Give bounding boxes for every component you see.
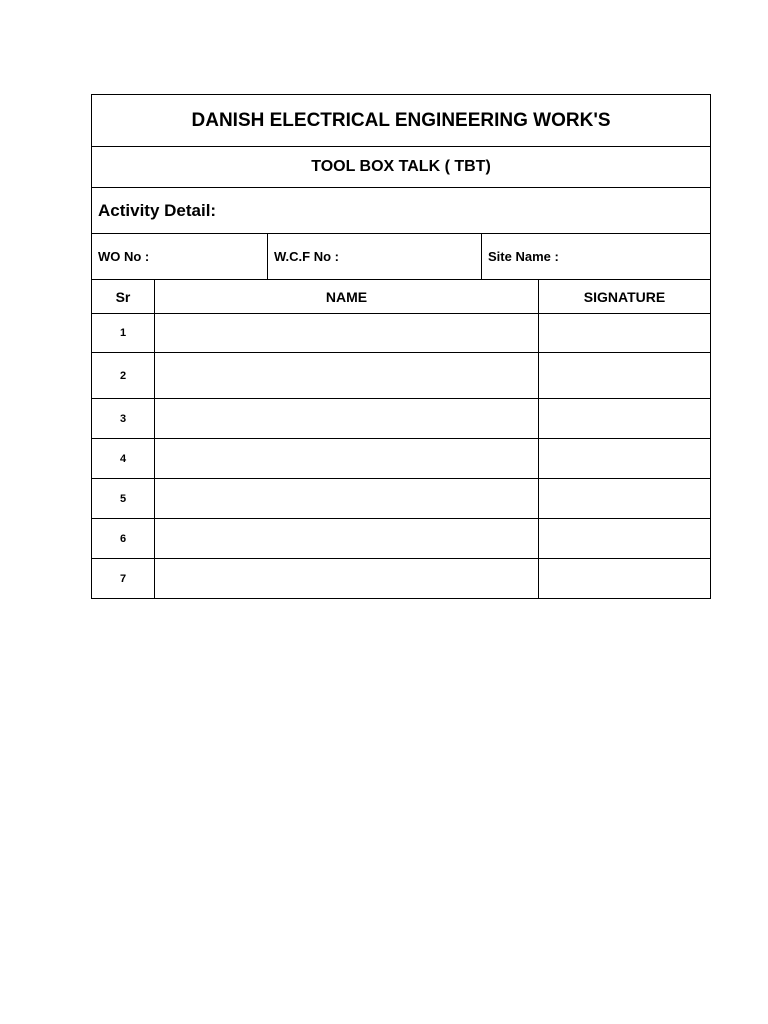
row-sr-number: 7 xyxy=(92,559,155,599)
table-row xyxy=(92,353,711,399)
row-sr-number: 5 xyxy=(92,479,155,519)
row-sr-number: 2 xyxy=(92,353,155,399)
table-header-row xyxy=(92,280,711,314)
table-row xyxy=(92,519,711,559)
signature-cell xyxy=(539,479,711,519)
site-name-field: Site Name : xyxy=(482,234,711,280)
table-row xyxy=(92,314,711,353)
activity-detail-label: Activity Detail: xyxy=(92,188,711,234)
signature-cell xyxy=(539,519,711,559)
table-row xyxy=(92,479,711,519)
table-row xyxy=(92,439,711,479)
company-name: DANISH ELECTRICAL ENGINEERING WORK'S xyxy=(92,95,711,147)
signature-cell xyxy=(539,353,711,399)
company-row xyxy=(92,95,711,147)
title-row xyxy=(92,147,711,188)
signature-cell xyxy=(539,314,711,353)
name-cell xyxy=(155,314,539,353)
sr-column-header: Sr xyxy=(92,280,155,314)
name-cell xyxy=(155,479,539,519)
name-cell xyxy=(155,559,539,599)
meta-row xyxy=(92,234,711,280)
wcf-number-field: W.C.F No : xyxy=(268,234,482,280)
tbt-form xyxy=(91,94,711,599)
signature-cell xyxy=(539,399,711,439)
row-sr-number: 4 xyxy=(92,439,155,479)
row-sr-number: 6 xyxy=(92,519,155,559)
wo-number-field: WO No : xyxy=(92,234,268,280)
row-sr-number: 1 xyxy=(92,314,155,353)
name-cell xyxy=(155,353,539,399)
activity-row xyxy=(92,188,711,234)
name-cell xyxy=(155,439,539,479)
table-row xyxy=(92,399,711,439)
table-row xyxy=(92,559,711,599)
signature-cell xyxy=(539,439,711,479)
row-sr-number: 3 xyxy=(92,399,155,439)
form-title: TOOL BOX TALK ( TBT) xyxy=(92,147,711,188)
name-column-header: NAME xyxy=(155,280,539,314)
signature-column-header: SIGNATURE xyxy=(539,280,711,314)
signature-cell xyxy=(539,559,711,599)
name-cell xyxy=(155,399,539,439)
name-cell xyxy=(155,519,539,559)
